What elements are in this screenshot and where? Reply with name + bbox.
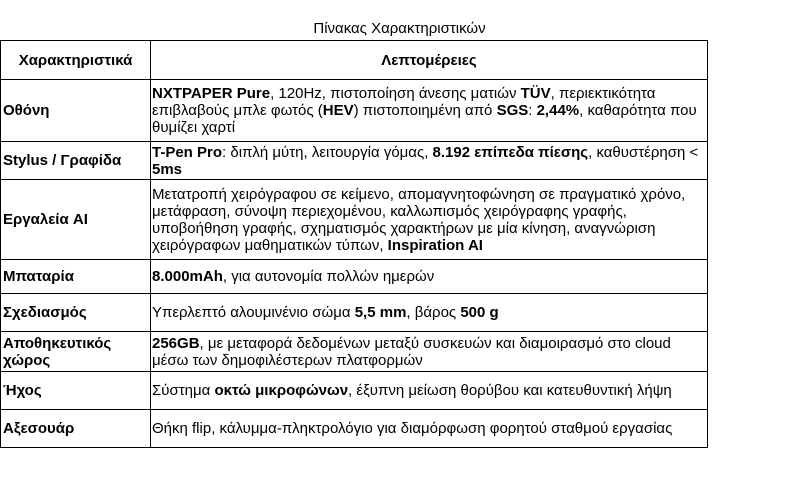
table-title: Πίνακας Χαρακτηριστικών (313, 20, 486, 37)
row-key-ai-tools: Εργαλεία AI (1, 180, 151, 260)
detail-text-segment: Θήκη flip, κάλυμμα-πληκτρολόγιο για διαμόρφωση φορητού σταθμού εργασίας (152, 420, 673, 437)
detail-text-segment: T-Pen Pro (152, 143, 223, 161)
detail-text-segment: Μετατροπή χειρόγραφου σε κείμενο, απομαγνητοφώνηση σε πραγματικό χρόνο, μετάφραση, σύνοψη περιεχομένου, καλλωπισμός χειρόγραφης γραφής, υποβοήθηση γραφής, σχηματισμός χαρακτήρων με μία κίνηση, αναγνώριση χειρόγραφων μαθηματικών τύπων, (152, 185, 686, 254)
table-row (1, 260, 708, 294)
detail-text-segment: 5ms (152, 160, 183, 178)
row-key-display: Οθόνη (1, 80, 151, 142)
row-value-sound (151, 372, 708, 410)
row-value-stylus (151, 142, 708, 180)
row-value-accessories (151, 410, 708, 448)
row-key-design: Σχεδιασμός (1, 294, 151, 332)
row-value-design (151, 294, 708, 332)
detail-text-segment: Inspiration AI (387, 236, 483, 254)
detail-text-segment: , περιεκτικότητα επιβλαβούς μπλε φωτός ( (152, 85, 656, 119)
detail-text-segment: 5,5 mm (354, 304, 407, 321)
detail-text-segment: 500 g (460, 304, 499, 321)
detail-text-segment: , έξυπνη μείωση θορύβου και κατευθυντική λήψη (348, 382, 672, 399)
detail-text-segment: TÜV (520, 85, 551, 102)
table-row (1, 294, 708, 332)
row-value-battery (151, 260, 708, 294)
table-row (1, 410, 708, 448)
header-feature: Χαρακτηριστικά (1, 41, 151, 80)
row-key-accessories: Αξεσουάρ (1, 410, 151, 448)
detail-text-segment: 8.192 επίπεδα πίεσης (432, 143, 589, 161)
spec-table (0, 40, 708, 448)
row-value-ai-tools (151, 180, 708, 260)
detail-text-segment: 256GB (152, 334, 200, 352)
row-key-battery: Μπαταρία (1, 260, 151, 294)
detail-text-segment: Υπερλεπτό αλουμινένιο σώμα (152, 304, 355, 321)
detail-text-segment: : (528, 102, 537, 119)
table-header-row (1, 41, 708, 80)
table-row (1, 332, 708, 372)
detail-text-segment: , για αυτονομία πολλών ημερών (222, 268, 435, 285)
detail-text-segment: οκτώ μικροφώνων (214, 382, 349, 399)
header-details: Λεπτομέρειες (151, 41, 708, 80)
row-key-sound: Ήχος (1, 372, 151, 410)
row-value-storage (151, 332, 708, 372)
table-row (1, 372, 708, 410)
detail-text-segment: , 120Hz, πιστοποίηση άνεσης ματιών (270, 85, 521, 102)
table-row (1, 142, 708, 180)
detail-text-segment: 8.000mAh (152, 268, 223, 285)
detail-text-segment: 2,44% (536, 102, 580, 119)
row-key-storage: Αποθηκευτικός χώρος (1, 332, 151, 372)
detail-text-segment: Σύστημα (152, 382, 215, 399)
detail-text-segment: , καθαρότητα που θυμίζει χαρτί (152, 102, 697, 136)
detail-text-segment: NXTPAPER Pure (152, 85, 271, 102)
detail-text-segment: , καθυστέρηση < (588, 143, 699, 161)
detail-text-segment: HEV (322, 102, 354, 119)
detail-text-segment: SGS (496, 102, 529, 119)
detail-text-segment: ) πιστοποιημένη από (353, 102, 497, 119)
row-key-stylus: Stylus / Γραφίδα (1, 142, 151, 180)
detail-text-segment: , με μεταφορά δεδομένων μεταξύ συσκευών και διαμοιρασμό στο cloud μέσω των δημοφιλέστερων πλατφορμών (152, 334, 671, 369)
detail-text-segment: : διπλή μύτη, λειτουργία γόμας, (222, 143, 433, 161)
table-row (1, 180, 708, 260)
row-value-display (151, 80, 708, 142)
detail-text-segment: , βάρος (406, 304, 461, 321)
table-row (1, 80, 708, 142)
